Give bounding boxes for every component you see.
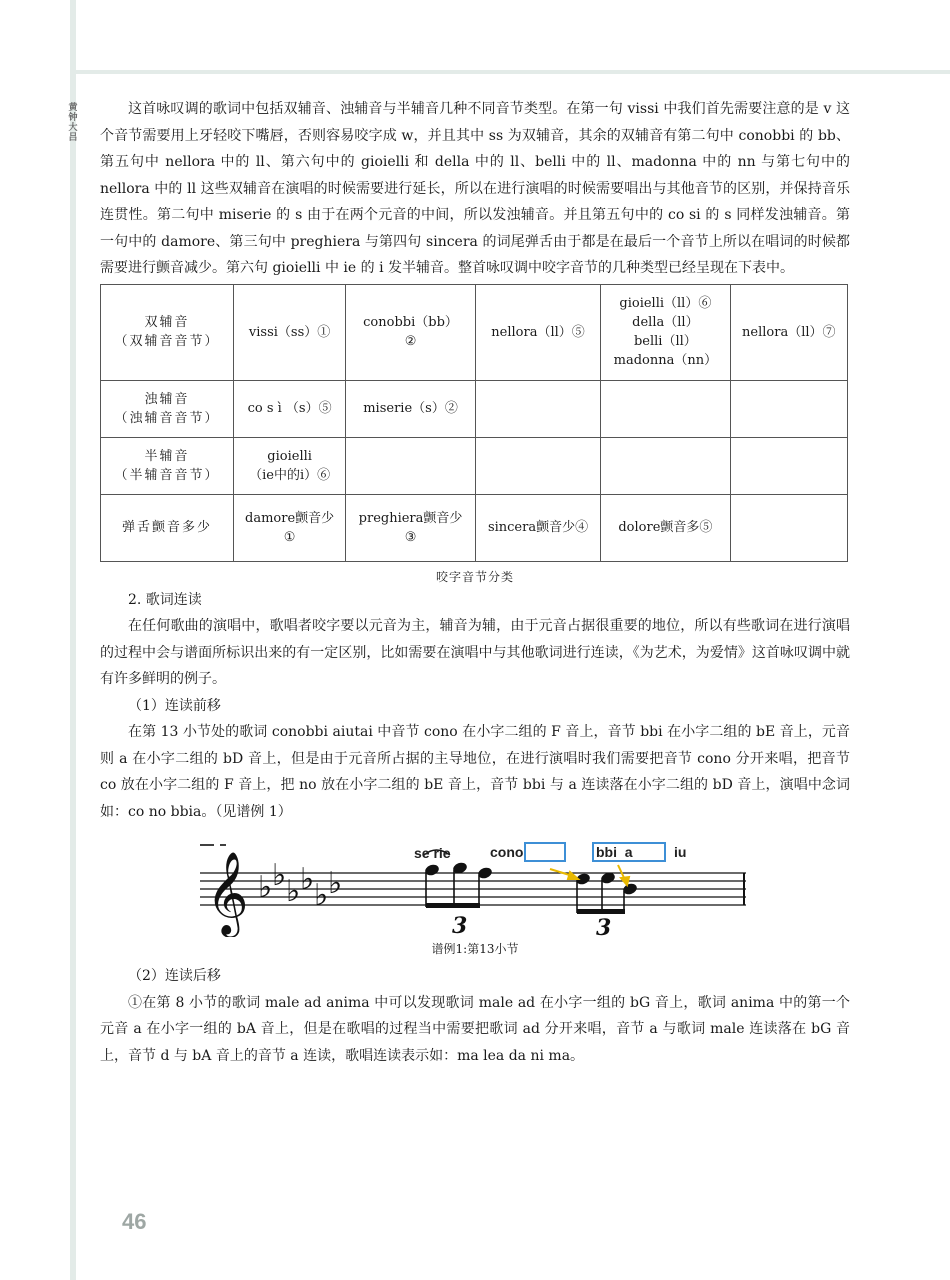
section-title: 2. 歌词连读: [128, 591, 202, 608]
page-body: [100, 96, 850, 1069]
svg-text:♭: ♭: [314, 878, 329, 913]
table-row: [101, 380, 848, 437]
table-caption: 咬字音节分类: [435, 569, 514, 584]
table-row: [101, 437, 848, 494]
lyric-serie: se rie: [414, 845, 451, 861]
table-row: [101, 284, 848, 380]
row-header-voiced: 浊辅音 （浊辅音音节）: [101, 380, 234, 437]
subsection-paragraph-backward: ①在第 8 小节的歌词 male ad anima 中可以发现歌词 male ad 在小字一组的 bG 音上，歌词 anima 中的第一个元音 a 在小字一组的 bA 音上，但是在歌唱的过程当中需要把歌词 ad 分开来唱，音节 a 与歌词 male 连读落在 bG 音上，音节 d 与 bA 音上的音节 a 连读，歌唱连读表示如：ma lea da ni ma。: [100, 994, 850, 1064]
margin-band: [70, 0, 76, 1280]
page-number: 46: [122, 1209, 147, 1234]
liaison-arrows: [550, 865, 629, 885]
subsection-title-forward: （1）连读前移: [128, 697, 221, 714]
table-cell: vissi（ss）①: [234, 284, 346, 380]
table-cell: conobbi（bb） ②: [346, 284, 476, 380]
treble-clef-icon: 𝄞: [206, 850, 249, 934]
table-cell: [601, 380, 730, 437]
table-cell: gioielli（ll）⑥ della（ll） belli（ll） madonna（nn）: [601, 284, 730, 380]
score-caption: 谱例1:第13小节: [431, 942, 519, 956]
intro-paragraph: 这首咏叹调的歌词中包括双辅音、浊辅音与半辅音几种不同音节类型。在第一句 vissi 中我们首先需要注意的是 v 这个音节需要用上牙轻咬下嘴唇，否则容易咬字成 w，并且其中 ss 为双辅音，其余的双辅音有第二句中 conobbi 的 bb、第五句中 nellora 中的 ll、第六句中的 gioielli 和 della 中的 ll、belli 中的 ll、madonna 中的 nn 与第七句中的 nellora 中的 ll 这些双辅音在演唱的时候需要进行延长，所以在进行演唱的时候需要唱出与其他音节的区别，并保持音乐连贯性。第二句中 miserie 的 s 由于在两个元音的中间，所以发浊辅音。并且第五句中的 co si 的 s 同样发浊辅音。第一句中的 damore、第三句中 preghiera 与第四句 sincera 的词尾弹舌由于都是在最后一个音节上所以在唱词的时候都需要进行颤音减少。第六句 gioielli 中 ie 的 i 发半辅音。整首咏叹调中咬字音节的几种类型已经呈现在下表中。: [100, 101, 850, 276]
tuplet-mark: 3: [596, 915, 612, 937]
table-cell: [346, 437, 476, 494]
svg-text:♭: ♭: [300, 862, 315, 897]
svg-text:♭: ♭: [258, 870, 273, 905]
table-cell: gioielli （ie中的i）⑥: [234, 437, 346, 494]
tuplet-mark: 3: [452, 913, 468, 937]
table-cell: [475, 380, 600, 437]
table-cell: [730, 380, 847, 437]
section-paragraph: 在任何歌曲的演唱中，歌唱者咬字要以元音为主，辅音为辅，由于元音占据很重要的地位，所以有些歌词在进行演唱的过程中会与谱面所标识出来的有一定区别，比如需要在演唱中与其他歌词进行连读，《为艺术，为爱情》这首咏叹调中就有许多鲜明的例子。: [100, 618, 850, 687]
subsection-paragraph-forward: 在第 13 小节处的歌词 conobbi aiutai 中音节 cono 在小字二组的 F 音上，音节 bbi 在小字二组的 bE 音上，元音则 a 在小字二组的 bD 音上，但是由于元音所占据的主导地位，在进行演唱时我们需要把音节 cono 分开来唱，把音节 co 放在小字二组的 F 音上，把 no 放在小字二组的 bE 音上，音节 bbi 与 a 连读落在小字二组的 bD 音上，演唱中念词如：co no bbia。（见谱例 1）: [100, 724, 850, 820]
syllable-table: [100, 284, 848, 562]
row-header-double: 双辅音 （双辅音音节）: [101, 284, 234, 380]
header-rule: [76, 70, 950, 74]
lyric-iu: iu: [674, 844, 687, 860]
svg-text:♭: ♭: [286, 874, 301, 909]
table-cell: preghiera颤音少 ③: [346, 494, 476, 561]
row-header-trill: 弹舌颤音多少: [101, 494, 234, 561]
table-cell: sincera颤音少④: [475, 494, 600, 561]
row-header-semi: 半辅音 （半辅音音节）: [101, 437, 234, 494]
score-excerpt: [200, 839, 746, 937]
note-group-1: [424, 861, 494, 908]
table-cell: nellora（ll）⑤: [475, 284, 600, 380]
table-cell: damore颤音少 ①: [234, 494, 346, 561]
table-cell: miserie（s）②: [346, 380, 476, 437]
table-row: [101, 494, 848, 561]
svg-text:♭: ♭: [272, 858, 287, 893]
lyric-bbia: bbi a: [596, 844, 633, 860]
running-head: 黄钟大吕: [68, 103, 78, 143]
table-cell: co s ì （s）⑤: [234, 380, 346, 437]
lyric-highlight-box: [524, 842, 566, 862]
table-cell: [730, 494, 847, 561]
lyric-cono: cono: [490, 844, 524, 860]
table-cell: dolore颤音多⑤: [601, 494, 730, 561]
table-cell: [730, 437, 847, 494]
table-cell: [601, 437, 730, 494]
subsection-title-backward: （2）连读后移: [128, 968, 221, 984]
svg-text:♭: ♭: [328, 866, 343, 901]
table-cell: [475, 437, 600, 494]
table-cell: nellora（ll）⑦: [730, 284, 847, 380]
